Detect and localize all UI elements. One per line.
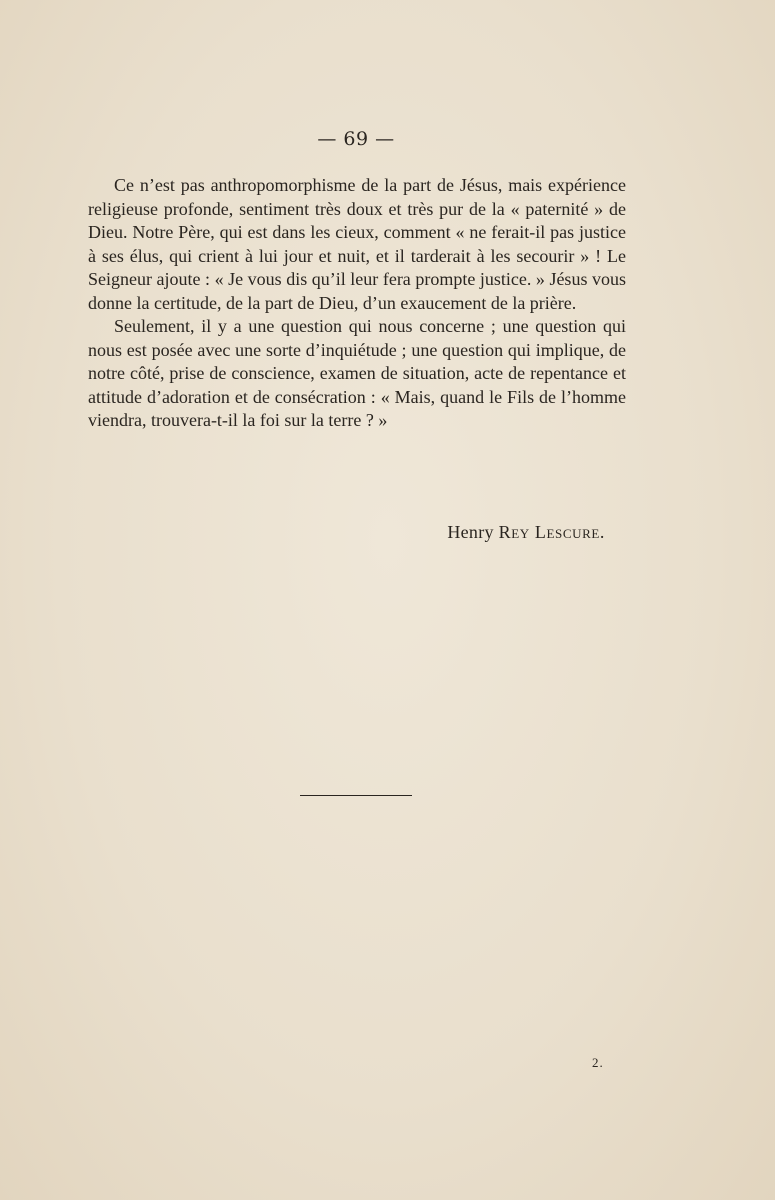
paragraph-1: Ce n’est pas anthropomorphisme de la part de Jésus, mais expérience religieuse profonde, sentiment très doux et très pur de la « paternité » de Dieu. Notre Père, qui est dans les cieux, comment « ne ferait-il pas justice à ses élus, qui crient à lui jour et nuit, et il tarderait à les secourir » ! Le Seigneur ajoute : « Je vous dis qu’il leur fera prompte justice. » Jésus vous donne la certitude, de la part de Dieu, d’un exaucement de la prière. — [88, 175, 626, 313]
section-divider — [300, 795, 412, 796]
author-first-name: Henry — [447, 522, 494, 542]
printer-signature-mark: 2. — [592, 1055, 604, 1070]
body-text — [88, 174, 626, 433]
author-last-name: Rey Lescure. — [498, 522, 605, 542]
paragraph-2: Seulement, il y a une question qui nous concerne ; une question qui nous est posée avec une sorte d’inquiétude ; une question qui implique, de notre côté, prise de conscience, examen de situation, acte de repentance et attitude d’adoration et de consécration : « Mais, quand le Fils de l’homme viendra, trouvera-t-il la foi sur la terre ? » — [88, 316, 626, 430]
author-signature — [447, 522, 605, 543]
page-number: — 69 — — [317, 128, 395, 150]
